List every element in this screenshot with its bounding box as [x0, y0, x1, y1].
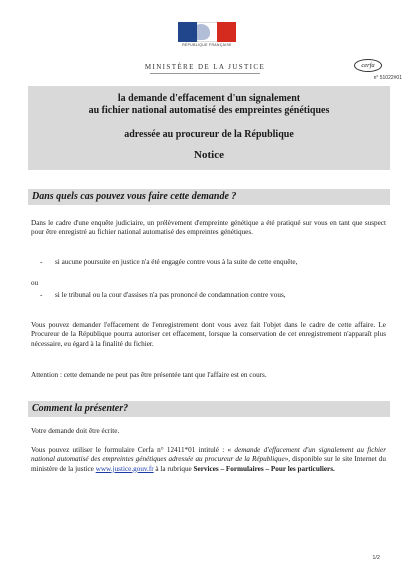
attention-note: Attention : cette demande ne peut pas être présentée tant que l'affaire est en cours. [31, 371, 267, 379]
notice-title: Notice [194, 149, 224, 161]
bullet-dash-1: - [40, 258, 43, 266]
form-text-a: Vous pouvez utiliser le formulaire Cerfa n° 12411*01 intitulé : « [31, 446, 232, 454]
ministry-rule [150, 73, 260, 74]
title-box [28, 86, 390, 170]
bullet-dash-2: - [40, 291, 43, 299]
cerfa-number: n° 51022#01 [373, 75, 402, 81]
services-rubric: Services – Formulaires – Pour les particuliers. [193, 464, 335, 473]
page-number: 1/2 [372, 555, 380, 561]
ministry-name: MINISTÈRE DE LA JUSTICE [144, 63, 266, 71]
bullet-no-conviction: si le tribunal ou la cour d'assises n'a pas prononcé de condamnation contre vous, [55, 291, 286, 299]
bullet-no-prosecution: si aucune poursuite en justice n'a été engagée contre vous à la suite de cette enquête, [55, 258, 298, 266]
cerfa-logo: cerfa [354, 59, 382, 72]
section-heading-cases: Dans quels cas pouvez vous faire cette demande ? [28, 189, 390, 205]
intro-paragraph: Dans le cadre d'une enquête judiciaire, un prélèvement d'empreinte génétique a été pratiqué sur vous en tant que suspect pour être enregistré au fichier national automatisé des empreintes génétiques. [31, 219, 386, 237]
title-line-2: au fichier national automatisé des empreintes génétiques [88, 105, 330, 116]
justice-website-link[interactable]: www.justice.gouv.fr [95, 464, 154, 473]
form-text-b: », disponible sur le site Internet du ministère de la justice [31, 455, 386, 473]
form-text-c: à la rubrique [155, 464, 192, 473]
section-heading-how: Comment la présenter? [28, 401, 390, 417]
effacement-paragraph: Vous pouvez demander l'effacement de l'enregistrement dont vous avez fait l'objet dans le cadre de cette affaire. Le Procureur de la République pourra autoriser cet effacement, lorsque la conservation de cet enregistrement n'apparaît plus nécessaire, eu égard à la finalité du fichier. [31, 321, 386, 348]
ministry-logo [168, 22, 246, 50]
title-line-3: adressée au procureur de la République [124, 129, 294, 140]
written-request-line: Votre demande doit être écrite. [31, 427, 120, 435]
title-line-1: la demande d'effacement d'un signalement [117, 93, 301, 104]
form-paragraph [31, 446, 386, 474]
or-word: ou [31, 279, 39, 287]
marianne-profile [192, 24, 210, 40]
republique-francaise-text: RÉPUBLIQUE FRANÇAISE [182, 43, 232, 47]
form-title: demande d'effacement d'un signalement au fichier national automatisé des empreintes génétiques adressée au procureur de la République [31, 446, 386, 464]
